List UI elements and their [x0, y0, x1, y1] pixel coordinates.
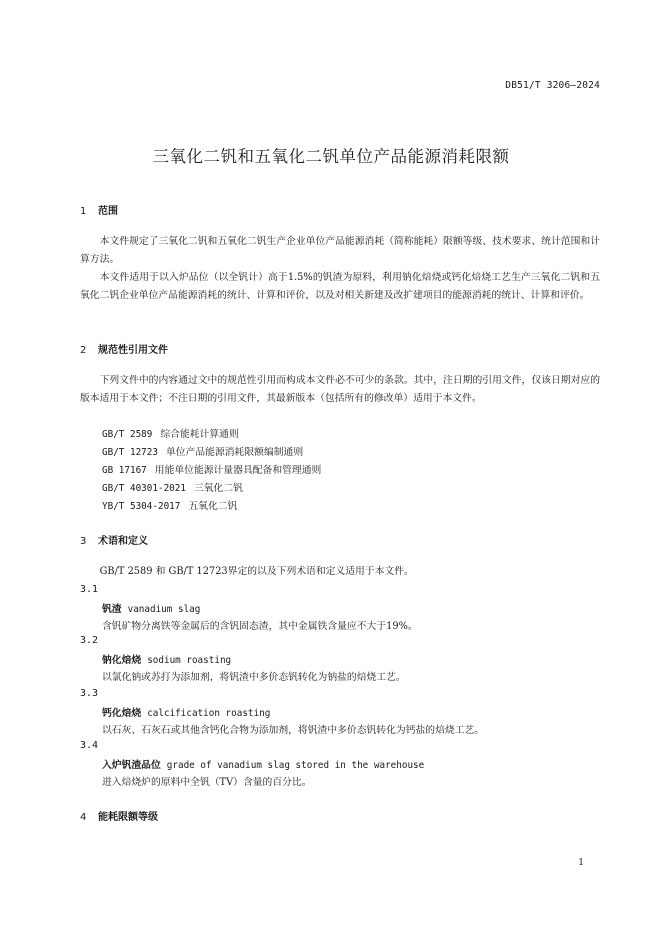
term-number: 3.4	[80, 740, 99, 751]
section-2-heading	[80, 341, 168, 356]
reference-item	[102, 480, 243, 498]
reference-name: 综合能耗计算通则	[160, 429, 239, 440]
document-title: 三氧化二钒和五氧化二钒单位产品能源消耗限额	[152, 147, 510, 166]
reference-name: 五氧化二钒	[188, 501, 238, 512]
reference-name: 用能单位能源计量器具配备和管理通则	[154, 465, 322, 476]
term-definition: 以石灰、石灰石或其他含钙化合物为添加剂，将钒渣中多价态钒转化为钙盐的焙烧工艺。	[102, 725, 485, 736]
term-number: 3.3	[80, 688, 99, 699]
section-3-heading	[80, 532, 148, 547]
section-title: 范围	[98, 206, 118, 217]
term-number: 3.1	[80, 584, 99, 595]
section-title: 规范性引用文件	[98, 345, 168, 356]
section-title: 术语和定义	[98, 536, 148, 547]
reference-code: GB/T 12723	[102, 447, 158, 458]
header-standard-code: DB51/T 3206—2024	[505, 80, 600, 91]
term-zh: 钠化焙烧	[102, 655, 142, 666]
section-2-paragraph-1: 下列文件中的内容通过文中的规范性引用而构成本文件必不可少的条款。其中，注日期的引用文件，仅该日期对应的版本适用于本文件；不注日期的引用文件，其最新版本（包括所有的修改单）适用于本文件。	[80, 375, 600, 404]
reference-name: 单位产品能源消耗限额编制通则	[165, 447, 304, 458]
term-number: 3.2	[80, 635, 99, 646]
term-title	[102, 705, 270, 719]
section-4-heading	[80, 808, 158, 823]
reference-name: 三氧化二钒	[193, 483, 243, 494]
reference-code: GB 17167	[102, 465, 147, 476]
term-definition: 含钒矿物分离铁等金属后的含钒固态渣，其中金属铁含量应不大于19%。	[102, 621, 418, 632]
reference-code: GB/T 40301-2021	[102, 483, 186, 494]
term-en: vanadium slag	[127, 604, 201, 615]
section-number: 1	[80, 206, 87, 217]
term-title	[102, 757, 424, 771]
section-1-paragraph-2: 本文件适用于以入炉品位（以全钒计）高于1.5%的钒渣为原料，利用钠化焙烧或钙化焙烧工艺生产三氧化二钒和五氧化二钒企业单位产品能源消耗的统计、计算和评价，以及对相关新建及改扩建项目的能源消耗的统计、计算和评价。	[80, 272, 600, 301]
section-number: 3	[80, 536, 87, 547]
section-title: 能耗限额等级	[98, 812, 158, 823]
term-zh: 钙化焙烧	[102, 708, 142, 719]
term-en: calcification roasting	[147, 708, 271, 719]
section-number: 2	[80, 345, 87, 356]
section-number: 4	[80, 812, 87, 823]
term-definition: 以氯化钠或苏打为添加剂，将钒渣中多价态钒转化为钠盐的焙烧工艺。	[102, 672, 406, 683]
term-definition: 进入焙烧炉的原料中全钒（TV）含量的百分比。	[102, 777, 312, 788]
reference-item	[102, 462, 321, 480]
term-zh: 钒渣	[102, 604, 122, 615]
term-en: sodium roasting	[147, 655, 232, 666]
term-en: grade of vanadium slag stored in the warehouse	[166, 760, 425, 771]
reference-code: YB/T 5304-2017	[102, 501, 181, 512]
reference-item	[102, 498, 237, 516]
term-zh: 入炉钒渣品位	[102, 760, 161, 771]
reference-item	[102, 444, 303, 462]
reference-item	[102, 426, 239, 444]
page-number: 1	[578, 858, 584, 868]
section-1-heading	[80, 202, 118, 217]
section-3-paragraph-1: GB/T 2589 和 GB/T 12723界定的以及下列术语和定义适用于本文件。	[99, 566, 414, 577]
term-title	[102, 601, 200, 615]
reference-code: GB/T 2589	[102, 429, 153, 440]
section-1-paragraph-1: 本文件规定了三氧化二钒和五氧化二钒生产企业单位产品能源消耗（简称能耗）限额等级、技术要求、统计范围和计算方法。	[80, 236, 600, 265]
term-title	[102, 652, 231, 666]
